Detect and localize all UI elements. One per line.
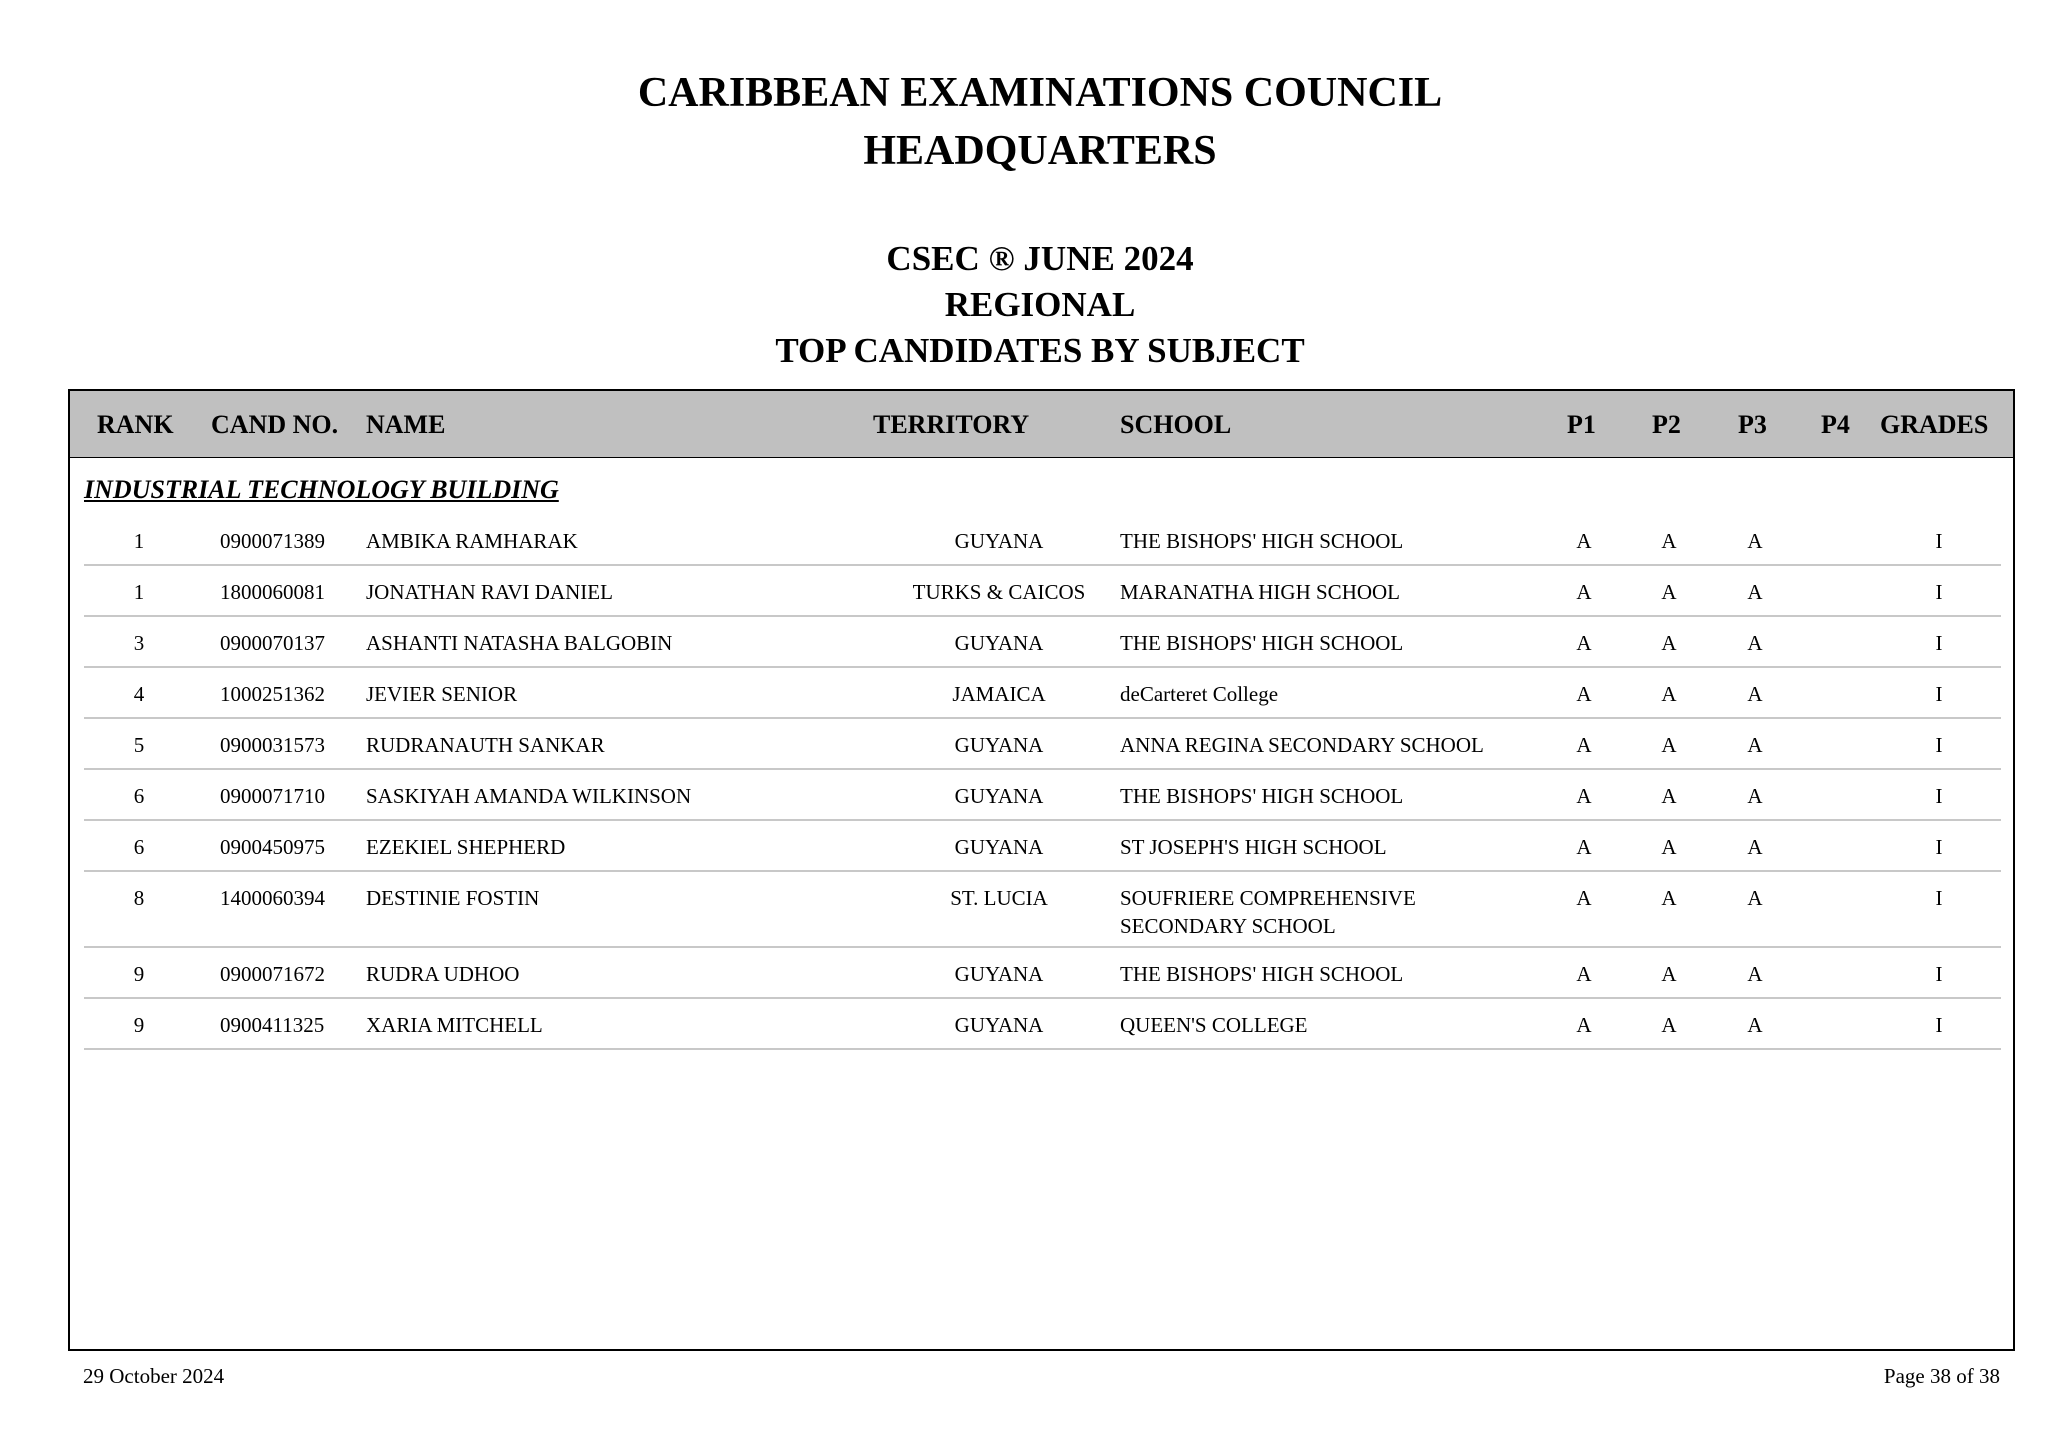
cell-p1: A — [1576, 529, 1592, 553]
cell-cand-no: 0900411325 — [220, 1013, 325, 1037]
cell-cand-no: 0900071710 — [220, 784, 325, 808]
column-header-p1: P1 — [1567, 410, 1596, 439]
table-row — [84, 515, 2001, 566]
cell-name: ASHANTI NATASHA BALGOBIN — [366, 631, 673, 655]
table-row — [84, 719, 2001, 770]
cell-school: THE BISHOPS' HIGH SCHOOL — [1120, 529, 1404, 553]
cell-cand-no: 0900450975 — [220, 835, 325, 859]
cell-p1: A — [1576, 682, 1592, 706]
cell-cand-no: 1400060394 — [220, 886, 325, 910]
cell-school: THE BISHOPS' HIGH SCHOOL — [1120, 784, 1404, 808]
cell-rank: 8 — [133, 886, 145, 910]
cell-p1: A — [1576, 1013, 1592, 1037]
cell-school: MARANATHA HIGH SCHOOL — [1120, 580, 1401, 604]
cell-p1: A — [1576, 835, 1592, 859]
cell-name: EZEKIEL SHEPHERD — [366, 835, 566, 859]
cell-p2: A — [1661, 835, 1677, 859]
cell-p1: A — [1576, 733, 1592, 757]
cell-rank: 4 — [133, 682, 145, 706]
cell-p2: A — [1661, 733, 1677, 757]
table-row — [84, 821, 2001, 872]
cell-p3: A — [1747, 580, 1763, 604]
cell-cand-no: 0900071672 — [220, 962, 325, 986]
cell-name: JONATHAN RAVI DANIEL — [366, 580, 613, 604]
cell-p2: A — [1661, 784, 1677, 808]
cell-p3: A — [1747, 682, 1763, 706]
cell-grade: I — [1935, 886, 1943, 910]
cell-p2: A — [1661, 962, 1677, 986]
column-header-grades: GRADES — [1880, 410, 1989, 439]
cell-name: AMBIKA RAMHARAK — [366, 529, 578, 553]
cell-territory: TURKS & CAICOS — [912, 580, 1086, 604]
cell-school: ST JOSEPH'S HIGH SCHOOL — [1120, 835, 1387, 859]
subject-heading: INDUSTRIAL TECHNOLOGY BUILDING — [84, 475, 559, 504]
column-header-p3: P3 — [1738, 410, 1767, 439]
cell-p3: A — [1747, 529, 1763, 553]
cell-school: ANNA REGINA SECONDARY SCHOOL — [1120, 733, 1484, 757]
cell-name: XARIA MITCHELL — [366, 1013, 543, 1037]
report-scope: REGIONAL — [944, 285, 1136, 324]
column-header-territory: TERRITORY — [873, 410, 1030, 439]
report-title: TOP CANDIDATES BY SUBJECT — [775, 331, 1305, 370]
cell-grade: I — [1935, 962, 1943, 986]
cell-territory: GUYANA — [954, 631, 1044, 655]
column-header-name: NAME — [366, 410, 446, 439]
results-table — [68, 389, 2015, 1351]
cell-p2: A — [1661, 631, 1677, 655]
table-body — [84, 515, 2001, 1050]
cell-p3: A — [1747, 886, 1763, 910]
cell-rank: 1 — [133, 580, 145, 604]
cell-school: SOUFRIERE COMPREHENSIVE SECONDARY SCHOOL — [1120, 886, 1416, 938]
cell-territory: GUYANA — [954, 784, 1044, 808]
table-row — [84, 668, 2001, 719]
cell-p3: A — [1747, 784, 1763, 808]
cell-cand-no: 0900071389 — [220, 529, 325, 553]
cell-rank: 9 — [133, 1013, 145, 1037]
cell-cand-no: 0900031573 — [220, 733, 325, 757]
cell-cand-no: 0900070137 — [220, 631, 325, 655]
cell-p1: A — [1576, 631, 1592, 655]
cell-p2: A — [1661, 1013, 1677, 1037]
cell-p1: A — [1576, 886, 1592, 910]
cell-name: RUDRANAUTH SANKAR — [366, 733, 605, 757]
cell-grade: I — [1935, 682, 1943, 706]
column-header-p2: P2 — [1652, 410, 1681, 439]
org-subtitle: HEADQUARTERS — [863, 128, 1217, 174]
cell-p3: A — [1747, 1013, 1763, 1037]
table-row — [84, 617, 2001, 668]
cell-territory: GUYANA — [954, 529, 1044, 553]
cell-school: QUEEN'S COLLEGE — [1120, 1013, 1308, 1037]
cell-grade: I — [1935, 784, 1943, 808]
cell-p1: A — [1576, 962, 1592, 986]
cell-p3: A — [1747, 835, 1763, 859]
page-number: Page 38 of 38 — [1883, 1364, 2000, 1388]
cell-grade: I — [1935, 733, 1943, 757]
cell-territory: GUYANA — [954, 1013, 1044, 1037]
cell-territory: GUYANA — [954, 962, 1044, 986]
cell-grade: I — [1935, 835, 1943, 859]
table-row — [84, 948, 2001, 999]
cell-cand-no: 1000251362 — [220, 682, 325, 706]
footer-date: 29 October 2024 — [83, 1364, 225, 1388]
cell-rank: 6 — [133, 835, 145, 859]
table-row — [84, 999, 2001, 1050]
column-header-cand-no: CAND NO. — [211, 410, 339, 439]
cell-grade: I — [1935, 1013, 1943, 1037]
table-row — [84, 566, 2001, 617]
cell-name: DESTINIE FOSTIN — [366, 886, 540, 910]
cell-rank: 9 — [133, 962, 145, 986]
table-header — [70, 391, 2013, 458]
cell-territory: ST. LUCIA — [950, 886, 1048, 910]
cell-school: THE BISHOPS' HIGH SCHOOL — [1120, 631, 1404, 655]
org-title: CARIBBEAN EXAMINATIONS COUNCIL — [637, 70, 1443, 116]
cell-p3: A — [1747, 733, 1763, 757]
cell-p2: A — [1661, 886, 1677, 910]
cell-p1: A — [1576, 784, 1592, 808]
cell-grade: I — [1935, 580, 1943, 604]
cell-territory: GUYANA — [954, 733, 1044, 757]
cell-rank: 5 — [133, 733, 145, 757]
table-row — [84, 872, 2001, 948]
cell-rank: 3 — [133, 631, 145, 655]
cell-rank: 6 — [133, 784, 145, 808]
cell-name: RUDRA UDHOO — [366, 962, 520, 986]
cell-grade: I — [1935, 631, 1943, 655]
cell-territory: JAMAICA — [952, 682, 1046, 706]
column-header-rank: RANK — [97, 410, 174, 439]
cell-p2: A — [1661, 580, 1677, 604]
cell-school: THE BISHOPS' HIGH SCHOOL — [1120, 962, 1404, 986]
cell-cand-no: 1800060081 — [220, 580, 325, 604]
exam-title: CSEC ® JUNE 2024 — [886, 239, 1194, 278]
table-row — [84, 770, 2001, 821]
cell-name: SASKIYAH AMANDA WILKINSON — [366, 784, 692, 808]
cell-school: deCarteret College — [1120, 682, 1279, 706]
cell-territory: GUYANA — [954, 835, 1044, 859]
column-header-p4: P4 — [1821, 410, 1850, 439]
cell-p3: A — [1747, 962, 1763, 986]
cell-rank: 1 — [133, 529, 145, 553]
cell-p2: A — [1661, 529, 1677, 553]
cell-grade: I — [1935, 529, 1943, 553]
cell-p1: A — [1576, 580, 1592, 604]
cell-p2: A — [1661, 682, 1677, 706]
cell-name: JEVIER SENIOR — [366, 682, 518, 706]
cell-p3: A — [1747, 631, 1763, 655]
column-header-school: SCHOOL — [1120, 410, 1232, 439]
